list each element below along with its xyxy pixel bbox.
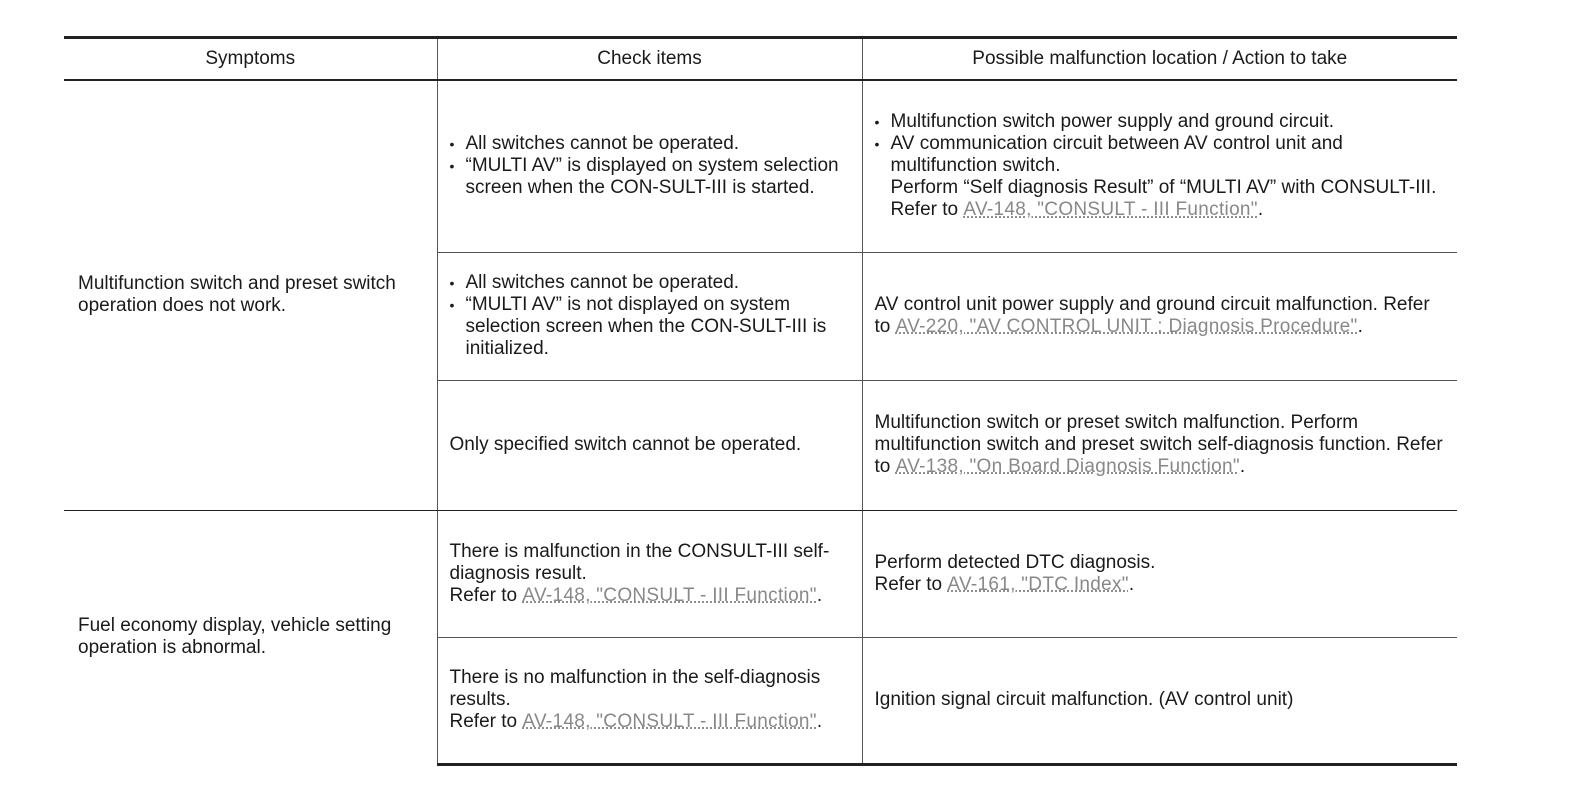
action-reference <box>875 574 1448 596</box>
action-cell <box>862 510 1457 637</box>
check-reference <box>450 585 852 607</box>
action-cell <box>862 380 1457 510</box>
header-check-items: Check items <box>437 38 862 81</box>
check-items-cell <box>437 637 862 764</box>
check-text: There is malfunction in the CONSULT-III self-diagnosis result. <box>449 540 830 584</box>
list-item <box>875 133 1448 221</box>
reference-link[interactable]: AV-138, "On Board Diagnosis Function" <box>895 456 1240 477</box>
reference-link[interactable]: AV-161, "DTC Index" <box>947 573 1129 595</box>
action-instruction <box>891 177 1448 221</box>
action-cell <box>862 252 1457 380</box>
punctuation: . <box>1239 456 1246 477</box>
diagnosis-table-container <box>64 36 1457 766</box>
check-text: There is no malfunction in the self-diagnosis results. <box>449 667 821 710</box>
list-item: • “MULTI AV” is not displayed on system selection screen when the CON-SULT-III is initialized. <box>450 294 852 360</box>
action-text: AV control unit power supply and ground circuit malfunction. Refer to <box>874 294 1430 337</box>
check-text: Only specified switch cannot be operated. <box>449 434 802 455</box>
reference-link[interactable]: AV-148, "CONSULT - III Function" <box>963 199 1258 221</box>
table-row <box>64 510 1457 637</box>
list-item: • “MULTI AV” is displayed on system selection screen when the CON-SULT-III is started. <box>450 155 852 199</box>
action-item-text: AV communication circuit between AV control unit and multifunction switch. <box>890 133 1343 177</box>
refer-text: Refer to <box>874 573 948 595</box>
header-row <box>64 38 1457 81</box>
list-item: • All switches cannot be operated. <box>450 272 852 294</box>
reference-link[interactable]: AV-148, "CONSULT - III Function" <box>522 584 817 606</box>
list-item: • All switches cannot be operated. <box>450 133 852 155</box>
punctuation: . <box>1257 199 1264 221</box>
refer-text: Refer to <box>449 584 523 606</box>
punctuation: . <box>816 584 823 606</box>
symptom-cell <box>64 80 437 510</box>
action-text: Perform “Self diagnosis Result” of “MULTI AV” with CONSULT-III. Refer to <box>890 177 1437 221</box>
refer-text: Refer to <box>449 711 523 732</box>
punctuation: . <box>816 711 823 732</box>
check-items-cell <box>437 380 862 510</box>
check-reference <box>450 711 852 733</box>
punctuation: . <box>1128 573 1135 595</box>
symptom-text: Multifunction switch and preset switch operation does not work. <box>78 273 396 317</box>
check-items-cell <box>437 252 862 380</box>
table-row <box>64 80 1457 252</box>
header-symptoms: Symptoms <box>64 38 437 81</box>
check-items-cell <box>437 80 862 252</box>
action-list <box>875 111 1448 221</box>
header-action: Possible malfunction location / Action to take <box>862 38 1457 81</box>
check-list <box>450 272 852 360</box>
symptom-text: Fuel economy display, vehicle setting operation is abnormal. <box>78 615 392 659</box>
action-cell <box>862 80 1457 252</box>
action-cell <box>862 637 1457 764</box>
action-text: Multifunction switch or preset switch malfunction. Perform multifunction switch and preset switch self-diagnosis function. Refer to <box>874 412 1443 477</box>
action-text: Perform detected DTC diagnosis. <box>874 551 1156 573</box>
reference-link[interactable]: AV-148, "CONSULT - III Function" <box>522 711 817 732</box>
list-item: • Multifunction switch power supply and ground circuit. <box>875 111 1448 133</box>
symptom-cell <box>64 510 437 764</box>
check-items-cell <box>437 510 862 637</box>
check-list <box>450 133 852 199</box>
action-text: Ignition signal circuit malfunction. (AV control unit) <box>874 689 1294 710</box>
reference-link[interactable]: AV-220, "AV CONTROL UNIT : Diagnosis Procedure" <box>895 316 1358 337</box>
symptom-table <box>64 36 1457 766</box>
punctuation: . <box>1357 316 1363 337</box>
